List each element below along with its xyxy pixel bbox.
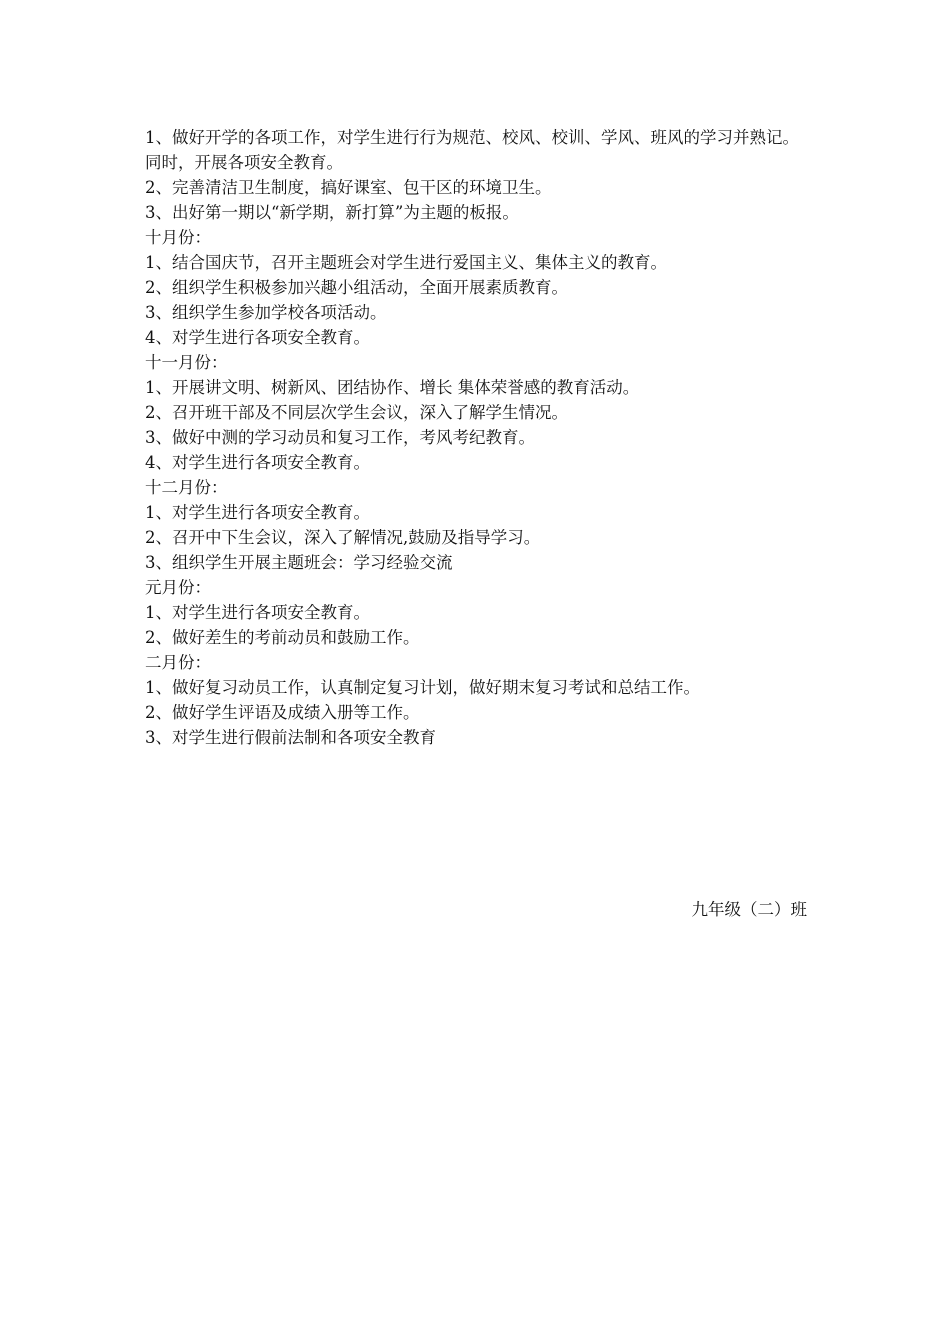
item-line: 2、召开班干部及不同层次学生会议，深入了解学生情况。 xyxy=(145,403,568,422)
month-heading: 十月份： xyxy=(145,228,211,247)
item-line: 1、做好复习动员工作，认真制定复习计划，做好期末复习考试和总结工作。 xyxy=(145,678,700,697)
item-line: 2、做好差生的考前动员和鼓励工作。 xyxy=(145,628,420,647)
item-line: 1、对学生进行各项安全教育。 xyxy=(145,503,370,522)
item-line: 1、结合国庆节，召开主题班会对学生进行爱国主义、集体主义的教育。 xyxy=(145,253,667,272)
item-line: 4、对学生进行各项安全教育。 xyxy=(145,453,370,472)
item-line: 3、对学生进行假前法制和各项安全教育 xyxy=(145,728,436,747)
item-line: 1、开展讲文明、树新风、团结协作、增长 集体荣誉感的教育活动。 xyxy=(145,378,640,397)
item-line: 3、出好第一期以“新学期，新打算”为主题的板报。 xyxy=(145,203,519,222)
month-heading: 十二月份： xyxy=(145,478,228,497)
item-line: 2、组织学生积极参加兴趣小组活动，全面开展素质教育。 xyxy=(145,278,568,297)
item-line: 1、对学生进行各项安全教育。 xyxy=(145,603,370,622)
item-line: 3、做好中测的学习动员和复习工作，考风考纪教育。 xyxy=(145,428,535,447)
item-line: 2、召开中下生会议，深入了解情况,鼓励及指导学习。 xyxy=(145,528,541,547)
item-line: 2、完善清洁卫生制度，搞好课室、包干区的环境卫生。 xyxy=(145,178,552,197)
document-body xyxy=(145,125,810,750)
month-heading: 元月份： xyxy=(145,578,211,597)
class-signature: 九年级（二）班 xyxy=(691,900,807,919)
item-line: 1、做好开学的各项工作，对学生进行行为规范、校风、校训、学风、班风的学习并熟记。同时，开展各项安全教育。 xyxy=(145,128,799,172)
item-line: 2、做好学生评语及成绩入册等工作。 xyxy=(145,703,420,722)
month-heading: 二月份： xyxy=(145,653,211,672)
item-line: 4、对学生进行各项安全教育。 xyxy=(145,328,370,347)
item-line: 3、组织学生开展主题班会：学习经验交流 xyxy=(145,553,453,572)
month-heading: 十一月份： xyxy=(145,353,228,372)
item-line: 3、组织学生参加学校各项活动。 xyxy=(145,303,387,322)
